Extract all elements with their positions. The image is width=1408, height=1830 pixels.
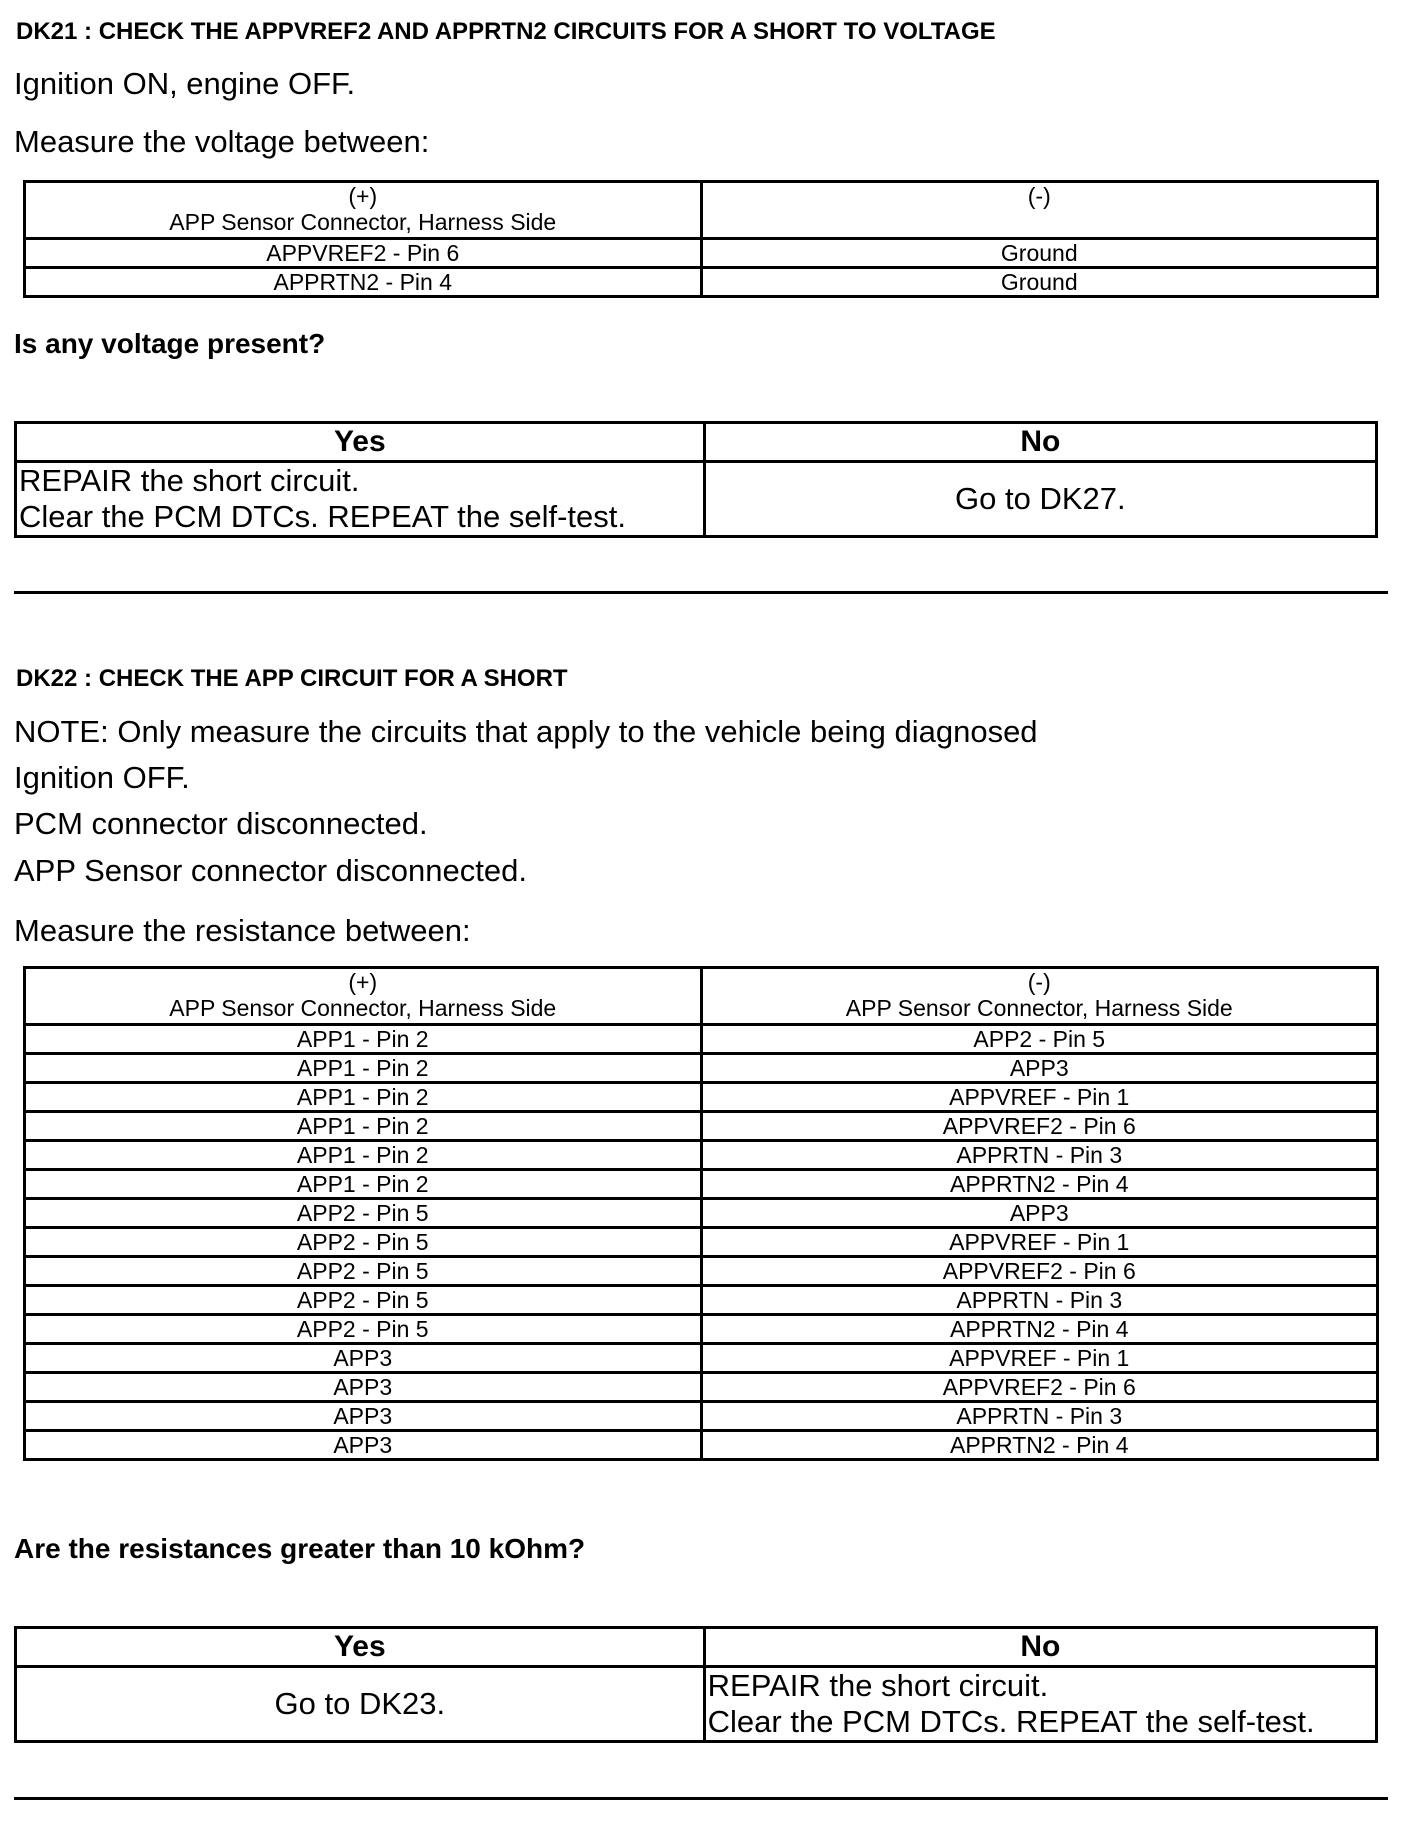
no-answer: REPAIR the short circuit. Clear the PCM DTCs. REPEAT the self-test. [704, 1667, 1376, 1742]
table-row: APPVREF2 - Pin 6 Ground [25, 239, 1378, 268]
table-row [25, 1083, 1378, 1112]
header-minus: (-) APP Sensor Connector, Harness Side [701, 968, 1378, 1025]
dk22-measure-table [23, 966, 1379, 1461]
table-row [25, 1315, 1378, 1344]
table-row [25, 1373, 1378, 1402]
table-row [25, 1141, 1378, 1170]
minus-cell: APPRTN - Pin 3 [701, 1141, 1378, 1170]
table-row [25, 1199, 1378, 1228]
section-divider [14, 591, 1388, 594]
no-answer: Go to DK27. [704, 462, 1376, 537]
plus-cell: APP1 - Pin 2 [25, 1025, 702, 1054]
plus-cell: APP2 - Pin 5 [25, 1228, 702, 1257]
plus-cell: APP3 [25, 1373, 702, 1402]
dk22-step: NOTE: Only measure the circuits that apply to the vehicle being diagnosed [14, 714, 1038, 749]
section-divider [14, 1797, 1388, 1800]
table-row [25, 1431, 1378, 1460]
yes-answer: REPAIR the short circuit. Clear the PCM DTCs. REPEAT the self-test. [16, 462, 705, 537]
dk22-step: APP Sensor connector disconnected. [14, 853, 527, 888]
header-plus: (+) APP Sensor Connector, Harness Side [25, 182, 702, 239]
table-row [25, 1228, 1378, 1257]
plus-cell: APP1 - Pin 2 [25, 1083, 702, 1112]
dk22-answer-table [14, 1626, 1378, 1743]
yes-header: Yes [16, 423, 705, 462]
minus-cell: APP2 - Pin 5 [701, 1025, 1378, 1054]
yes-answer: Go to DK23. [16, 1667, 705, 1742]
yes-header: Yes [16, 1628, 705, 1667]
minus-cell: APPRTN2 - Pin 4 [701, 1431, 1378, 1460]
plus-cell: APP3 [25, 1431, 702, 1460]
dk22-step: Measure the resistance between: [14, 913, 471, 948]
dk21-title: DK21 : CHECK THE APPVREF2 AND APPRTN2 CIRCUITS FOR A SHORT TO VOLTAGE [16, 18, 996, 45]
plus-cell: APP1 - Pin 2 [25, 1141, 702, 1170]
header-minus: (-) [701, 182, 1378, 239]
plus-cell: APP1 - Pin 2 [25, 1054, 702, 1083]
table-row: APPRTN2 - Pin 4 Ground [25, 268, 1378, 297]
minus-cell: APPRTN - Pin 3 [701, 1286, 1378, 1315]
dk22-step: PCM connector disconnected. [14, 806, 428, 841]
table-row [25, 1025, 1378, 1054]
dk21-question: Is any voltage present? [14, 328, 326, 359]
dk22-title: DK22 : CHECK THE APP CIRCUIT FOR A SHORT [16, 665, 568, 692]
table-row [25, 1054, 1378, 1083]
plus-cell: APP2 - Pin 5 [25, 1257, 702, 1286]
minus-cell: APP3 [701, 1054, 1378, 1083]
table-row [25, 1402, 1378, 1431]
table-row [25, 1344, 1378, 1373]
plus-cell: APP3 [25, 1344, 702, 1373]
minus-cell: APPVREF - Pin 1 [701, 1083, 1378, 1112]
no-header: No [704, 423, 1376, 462]
plus-cell: APP2 - Pin 5 [25, 1315, 702, 1344]
plus-cell: APP1 - Pin 2 [25, 1170, 702, 1199]
dk22-question: Are the resistances greater than 10 kOhm? [14, 1533, 586, 1564]
dk22-step: Ignition OFF. [14, 760, 190, 795]
plus-cell: APP3 [25, 1402, 702, 1431]
plus-cell: APP2 - Pin 5 [25, 1199, 702, 1228]
minus-cell: APPVREF2 - Pin 6 [701, 1373, 1378, 1402]
dk21-measure-table [23, 180, 1379, 298]
dk21-answer-table [14, 421, 1378, 538]
minus-cell: APPRTN2 - Pin 4 [701, 1315, 1378, 1344]
table-row [25, 1257, 1378, 1286]
plus-cell: APP2 - Pin 5 [25, 1286, 702, 1315]
minus-cell: APPVREF - Pin 1 [701, 1228, 1378, 1257]
minus-cell: APPRTN2 - Pin 4 [701, 1170, 1378, 1199]
table-row [25, 1286, 1378, 1315]
minus-cell: APP3 [701, 1199, 1378, 1228]
minus-cell: APPRTN - Pin 3 [701, 1402, 1378, 1431]
no-header: No [704, 1628, 1376, 1667]
plus-cell: APP1 - Pin 2 [25, 1112, 702, 1141]
minus-cell: APPVREF - Pin 1 [701, 1344, 1378, 1373]
table-row [25, 1170, 1378, 1199]
dk21-step: Ignition ON, engine OFF. [14, 66, 356, 101]
table-row [25, 1112, 1378, 1141]
minus-cell: APPVREF2 - Pin 6 [701, 1257, 1378, 1286]
dk21-step: Measure the voltage between: [14, 124, 430, 159]
header-plus: (+) APP Sensor Connector, Harness Side [25, 968, 702, 1025]
minus-cell: APPVREF2 - Pin 6 [701, 1112, 1378, 1141]
